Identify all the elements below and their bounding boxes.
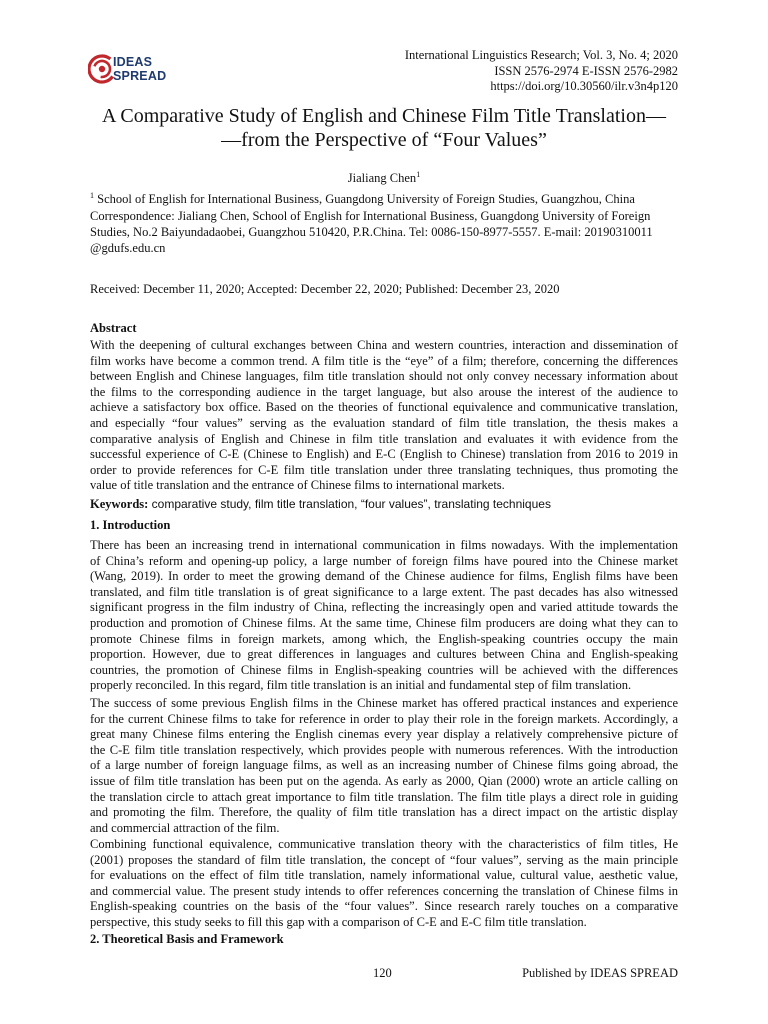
paragraph-line: perspective, this study seeks to fill this gap with a comparison of C-E and E-C film title translation.	[90, 914, 587, 929]
section-heading-theoretical-basis: 2. Theoretical Basis and Framework	[90, 932, 284, 946]
abstract-line: With the deepening of cultural exchanges between China and western countries, interaction and dissemination of	[90, 338, 678, 352]
abstract-line: film works have become a common trend. A film title is the “eye” of a film; therefore, concerning the differences	[90, 353, 678, 368]
paper-title	[90, 104, 678, 152]
abstract-heading: Abstract	[90, 321, 137, 335]
keywords-text: comparative study, film title translation, “four values”, translating techniques	[148, 497, 551, 511]
author-name: Jialiang Chen	[347, 171, 417, 186]
paragraph-line: significant progress in the film industry of China, reflecting the increasingly open and varied attitude towards the	[90, 600, 678, 615]
paragraph-line: properly reconciled. In this regard, film title translation is an initial and fundamental step of film translation.	[90, 678, 632, 693]
paragraph-line: Combining functional equivalence, communicative translation theory with the characteristics of film titles, He	[90, 837, 678, 851]
abstract-line: and especially “four values” serving as the evaluation standard of film title translation, the thesis makes a	[90, 415, 678, 430]
paragraph-line: for the current Chinese films to take for reference in order to play their role in the foreign markets. Accordingly, a	[90, 711, 678, 726]
paragraph-line: the C-E film title translation respectively, which provides people with numerous references. With the introduction	[90, 742, 678, 757]
paragraph-line: great many Chinese films entering the English cinemas every year display a relatively comprehensive picture of	[90, 727, 678, 742]
paragraph-line: and commercial value. The present study intends to offer references concerning the translation of Chinese films in	[90, 883, 678, 898]
paragraph-line: and promoting the film. Therefore, the quality of film title translation has a direct impact on the artistic display	[90, 805, 678, 820]
paragraph-line: of a large number of foreign language films, as well as an increasing number of Chinese films going abroad, the	[90, 758, 678, 773]
footer-publisher: Published by IDEAS SPREAD	[522, 966, 678, 980]
paragraph-line: countries, the promotion of Chinese films in English-speaking countries will be achieved with the differences	[90, 662, 678, 677]
logo-text-spread: SPREAD	[113, 69, 167, 83]
abstract-line: between English and Chinese languages, film title translation should not only convey necessary information about	[90, 369, 678, 384]
abstract-line: comparative analysis of English and Chinese in film title translation and evaluates it with evidence from the	[90, 431, 678, 446]
paragraph-line: the translation circle to attach great importance to film title translation. The film title plays a direct role in guiding	[90, 789, 678, 804]
paragraph-line: issue of film title translation has been put on the agenda. As early as 2000, Qian (2000) wrote an article calling on	[90, 773, 678, 788]
abstract-line: achieve a satisfactory box office. Based on the theories of functional equivalence and communicative translation,	[90, 400, 678, 415]
journal-citation: International Linguistics Research; Vol. 3, No. 4; 2020	[404, 48, 678, 62]
abstract-line: successful experience of C-E (Chinese to English) and E-C (English to Chinese) translation from 2016 to 2019 in	[90, 447, 678, 462]
affiliation	[90, 188, 635, 207]
abstract-line: the films to the corresponding audience in the target language, but also arouse the interest of the audience to	[90, 384, 678, 399]
paragraph-line: promote Chinese films in foreign markets, among which, the English-speaking countries occupy the main	[90, 631, 678, 646]
page-number: 120	[373, 966, 392, 980]
affiliation-text: School of English for International Business, Guangdong University of Foreign Studies, Guangzhou, China	[94, 192, 635, 207]
paragraph-line: (Wang, 2019). In order to meet the growing demand of the Chinese audience for films, English films have been	[90, 569, 678, 584]
paragraph-line: production and promotion of Chinese films. At the same time, Chinese film producers are doing what they can to	[90, 615, 678, 630]
abstract-body	[90, 338, 678, 494]
publication-dates: Received: December 11, 2020; Accepted: December 22, 2020; Published: December 23, 2020	[90, 282, 560, 296]
paragraph-line: of China’s reform and opening-up policy, a large number of foreign films have poured into the Chinese market	[90, 553, 678, 568]
journal-issn: ISSN 2576-2974 E-ISSN 2576-2982	[494, 63, 678, 78]
logo-text-ideas: IDEAS	[113, 55, 153, 69]
correspondence-line: Studies, No.2 Baiyundadaobei, Guangzhou 510420, P.R.China. Tel: 0086-150-8977-5557. E-mail: 20190310011	[90, 225, 653, 239]
paragraph-line: There has been an increasing trend in international communication in films nowadays. With the implementation	[90, 538, 678, 552]
section-heading-introduction: 1. Introduction	[90, 518, 171, 532]
journal-doi-link[interactable]: https://doi.org/10.30560/ilr.v3n4p120	[490, 79, 678, 93]
intro-paragraph-2	[90, 696, 678, 836]
journal-header	[405, 48, 678, 95]
abstract-line: order to provide references for C-E film title translation under three translating techniques, thus promoting the	[90, 462, 678, 477]
paragraph-line: and commercial attraction of the film.	[90, 820, 280, 835]
correspondence	[90, 208, 678, 256]
affiliation-mark: 1	[90, 191, 94, 200]
intro-paragraph-3	[90, 837, 678, 931]
intro-paragraph-1	[90, 538, 678, 694]
paragraph-line: translated, and film title translation is of great significance to a large extent. The past decades has also witnessed	[90, 584, 678, 599]
keywords	[90, 497, 551, 512]
title-line-2: —from the Perspective of “Four Values”	[221, 129, 547, 151]
keywords-label: Keywords:	[90, 497, 149, 511]
author-line	[0, 170, 768, 186]
paragraph-line: The success of some previous English films in the Chinese market has offered practical instances and experience	[90, 696, 678, 710]
paragraph-line: for evaluations on the effect of film title translation, namely informational value, cultural value, aesthetic value,	[90, 868, 678, 883]
title-line-1: A Comparative Study of English and Chinese Film Title Translation—	[102, 105, 666, 127]
paragraph-line: English-speaking countries on the basis of the “four values”. Since research rarely touches on a comparative	[90, 899, 678, 914]
paragraph-line: proportion. However, due to great differences in languages and cultures between China and English-speaking	[90, 647, 678, 662]
abstract-line: value of title translation and the entrance of Chinese films to international markets.	[90, 478, 505, 493]
correspondence-line: @gdufs.edu.cn	[90, 241, 166, 255]
correspondence-line: Correspondence: Jialiang Chen, School of English for International Business, Guangdong University of Foreign	[90, 209, 651, 223]
paragraph-line: (2001) proposes the standard of film title translation, the concept of “four values”, serving as the main principle	[90, 852, 678, 867]
author-affiliation-mark: 1	[416, 170, 421, 179]
